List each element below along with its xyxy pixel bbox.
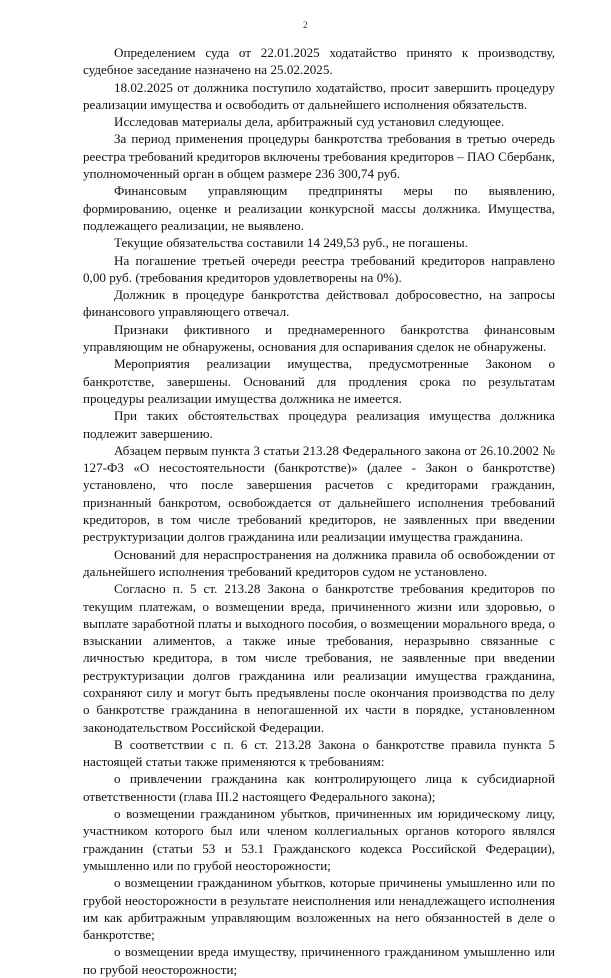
paragraph: За период применения процедуры банкротства требования в третью очередь реестра требований кредиторов включены требования кредиторов – ПАО Сбербанк, уполномоченный орган в общем размере 236 300,74 руб. (83, 131, 555, 182)
document-body (83, 44, 555, 978)
paragraph: Признаки фиктивного и преднамеренного банкротства финансовым управляющим не обнаружены, основания для оспаривания сделок не обнаружены. (83, 321, 555, 355)
paragraph: Должник в процедуре банкротства действовал добросовестно, на запросы финансового управляющего отвечал. (83, 287, 555, 320)
paragraph-list-item: о возмещении гражданином убытков, которые причинены умышленно или по грубой неосторожности в результате неисполнения или ненадлежащего исполнения им как арбитражным управляющим возложенных на него обязанностей в деле о банкротстве; (83, 875, 555, 943)
paragraph: 18.02.2025 от должника поступило ходатайство, просит завершить процедуру реализации имущества и освободить от дальнейшего исполнения обязательств. (83, 79, 555, 112)
paragraph: На погашение третьей очереди реестра требований кредиторов направлено 0,00 руб. (требования кредиторов удовлетворены на 0%). (83, 252, 555, 285)
paragraph: Оснований для нераспространения на должника правила об освобождении от дальнейшего исполнения требований кредиторов судом не установлено. (83, 546, 555, 579)
paragraph: Мероприятия реализации имущества, предусмотренные Законом о банкротстве, завершены. Оснований для продления срока по результатам процедуры реализации имущества должника не имеется. (83, 356, 555, 406)
paragraph-list-item: о привлечении гражданина как контролирующего лица к субсидиарной ответственности (глава III.2 настоящего Федерального закона); (83, 771, 555, 804)
paragraph: Финансовым управляющим предприняты меры по выявлению, формированию, оценке и реализации конкурсной массы должника. Имущества, подлежащего реализации, не выявлено. (83, 183, 555, 233)
paragraph: Согласно п. 5 ст. 213.28 Закона о банкротстве требования кредиторов по текущим платежам, о возмещении вреда, причиненного жизни или здоровью, о выплате заработной платы и выходного пособия, о возмещении морального вреда, о взыскании алиментов, а также иные требования, неразрывно связанные с личностью кредитора, в том числе требования, не заявленные при введении реструктуризации долгов гражданина или реализации имущества гражданина, сохраняют силу и могут быть предъявлены после окончания производства по делу о банкротстве гражданина в непогашенной их части в порядке, установленном законодательством Российской Федерации. (83, 581, 555, 735)
paragraph: В соответствии с п. 6 ст. 213.28 Закона о банкротстве правила пункта 5 настоящей статьи также применяются к требованиям: (83, 736, 555, 770)
page-number: 2 (303, 21, 308, 31)
paragraph: Текущие обязательства составили 14 249,53 руб., не погашены. (114, 235, 469, 251)
paragraph: Абзацем первым пункта 3 статьи 213.28 Федерального закона от 26.10.2002 № 127-ФЗ «О несостоятельности (банкротстве)» (далее - Закон о банкротстве) установлено, что после завершения расчетов с кредиторами гражданин, признанный банкротом, освобождается от дальнейшего исполнения требований кредиторов, в том числе требований кредиторов, не заявленных при введении реструктуризации долгов гражданина или реализации имущества гражданина. (83, 442, 555, 545)
paragraph-list-item: о возмещении вреда имуществу, причиненного гражданином умышленно или по грубой неосторожности; (83, 944, 555, 977)
paragraph: Исследовав материалы дела, арбитражный суд установил следующее. (114, 114, 505, 130)
paragraph: При таких обстоятельствах процедура реализация имущества должника подлежит завершению. (83, 408, 555, 441)
paragraph: Определением суда от 22.01.2025 ходатайство принято к производству, судебное заседание назначено на 25.02.2025. (83, 45, 555, 78)
paragraph-list-item: о возмещении гражданином убытков, причиненных им юридическому лицу, участником которого был или членом коллегиальных органов которого являлся гражданин (статьи 53 и 53.1 Гражданского кодекса Российской Федерации), умышленно или по грубой неосторожности; (83, 806, 555, 873)
